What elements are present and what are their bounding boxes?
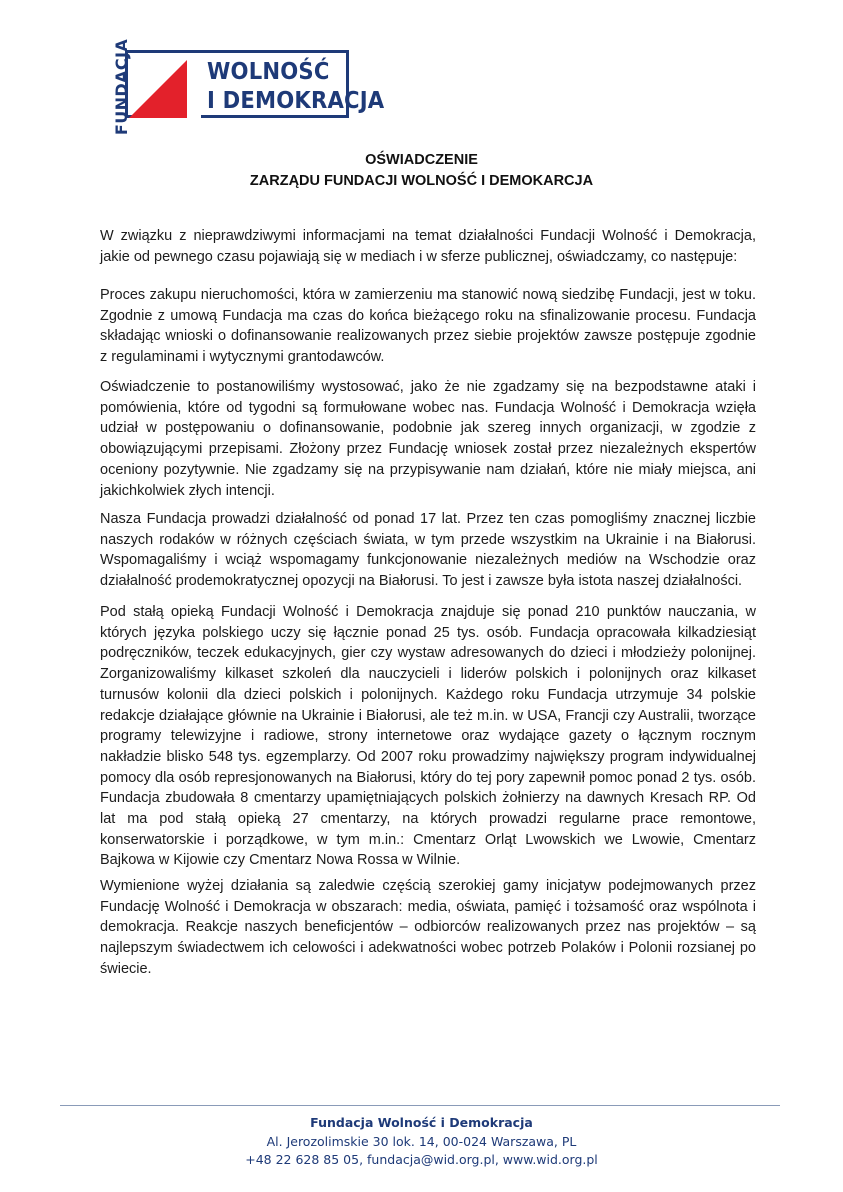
paragraph-property: Proces zakupu nieruchomości, która w zamierzeniu ma stanowić nową siedzibę Fundacji, jest w toku. Zgodnie z umową Fundacja ma czas do końca bieżącego roku na sfinalizowanie procesu. Fundacja składając wnioski o dofinansowanie realizowanych przez siebie projektów zawsze postępuje zgodnie z regulaminami i wytycznymi grantodawców. [100,287,756,366]
paragraph-activities: Pod stałą opieką Fundacji Wolność i Demokracja znajduje się ponad 210 punktów nauczania, w których języka polskiego uczy się łącznie ponad 25 tys. osób. Fundacja opracowała kilkadziesiąt podręczników, teczek edukacyjnych, gier czy wystaw adresowanych do dzieci i młodzieży polonijnej. Zorganizowaliśmy kilkaset szkoleń dla nauczycieli i liderów polskich i polonijnych oraz kilkaset turnusów kolonii dla dzieci polskich i polonijnych. Każdego roku Fundacja utrzymuje 34 polskie redakcje działające głównie na Ukrainie i Białorusi, ale też m.in. w USA, Francji czy Australii, tworzące programy telewizyjne i radiowe, strony internetowe oraz wydające gazety o łącznym rocznym nakładzie blisko 548 tys. egzemplarzy. Od 2007 roku prowadzimy największy program indywidualnej pomocy dla osób represjonowanych na Białorusi, który do tej pory zapewnił pomoc ponad 2 tys. osób. Fundacja zbudowała 8 cmentarzy upamiętniających polskich żołnierzy na dawnych Kresach RP. Od lat ma pod stałą opieką 27 cmentarzy, na których prowadzi regularne prace remontowe, konserwatorskie i porządkowe, w tym m.in.: Cmentarz Orląt Lwowskich we Lwowie, Cmentarz Bajkowa w Kijowie czy Cmentarz Nowa Rossa w Wilnie. [100,604,756,869]
logo-word-demokracja: I DEMOKRACJA [207,88,385,114]
logo-triangle-icon [129,60,209,120]
paragraph-statement: Oświadczenie to postanowiliśmy wystosować, jako że nie zgadzamy się na bezpodstawne ataki i pomówienia, które od tygodni są formułowane wobec nas. Fundacja Wolność i Demokracja wzięła udział w postępowaniu o dofinansowanie, podobnie jak szereg innych organizacji, w zgodzie z obowiązującymi przepisami. Złożony przez Fundację wniosek został przez niezależnych ekspertów oceniony pozytywnie. Nie zgadzamy się na przypisywanie nam działań, które nie miały miejsca, ani jakichkolwiek złych intencji. [100,379,756,499]
logo-word-wolnosc: WOLNOŚĆ [207,59,330,85]
paragraph-history: Nasza Fundacja prowadzi działalność od ponad 17 lat. Przez ten czas pomogliśmy znacznej liczbie naszych rodaków w różnych częściach świata, w tym przede wszystkim na Ukrainie i na Białorusi. Wspomagaliśmy i wciąż wspomagamy funkcjonowanie niezależnych mediów na Wschodzie oraz działalność prodemokratycznej opozycji na Białorusi. To jest i zawsze była istota naszej działalności. [100,511,756,590]
footer-address: Al. Jerozolimskie 30 lok. 14, 00-024 Warszawa, PL [266,1134,577,1149]
logo-vertical-text: FUNDACJA [112,38,132,136]
document-subtitle: ZARZĄDU FUNDACJI WOLNOŚĆ I DEMOKARCJA [249,173,594,189]
paragraph-intro: W związku z nieprawdziwymi informacjami na temat działalności Fundacji Wolność i Demokracja, jakie od pewnego czasu pojawiają się w mediach i w sferze publicznej, oświadczamy, co następuje: [100,228,756,265]
footer-contact: +48 22 628 85 05, fundacja@wid.org.pl, www.wid.org.pl [245,1152,598,1167]
footer-org-name: Fundacja Wolność i Demokracja [310,1115,533,1130]
document-title: OŚWIADCZENIE [365,152,478,168]
paragraph-summary: Wymienione wyżej działania są zaledwie częścią szerokiej gamy inicjatyw podejmowanych przez Fundację Wolność i Demokracja w obszarach: media, oświata, pamięć i tożsamość oraz wspólnota i demokracja. Reakcje naszych beneficjentów – odbiorców realizowanych przez nas projektów – są najlepszym świadectwem ich celowości i adekwatności wobec potrzeb Polaków i Polonii rozsianej po świecie. [100,878,756,977]
footer-divider [60,1105,780,1106]
